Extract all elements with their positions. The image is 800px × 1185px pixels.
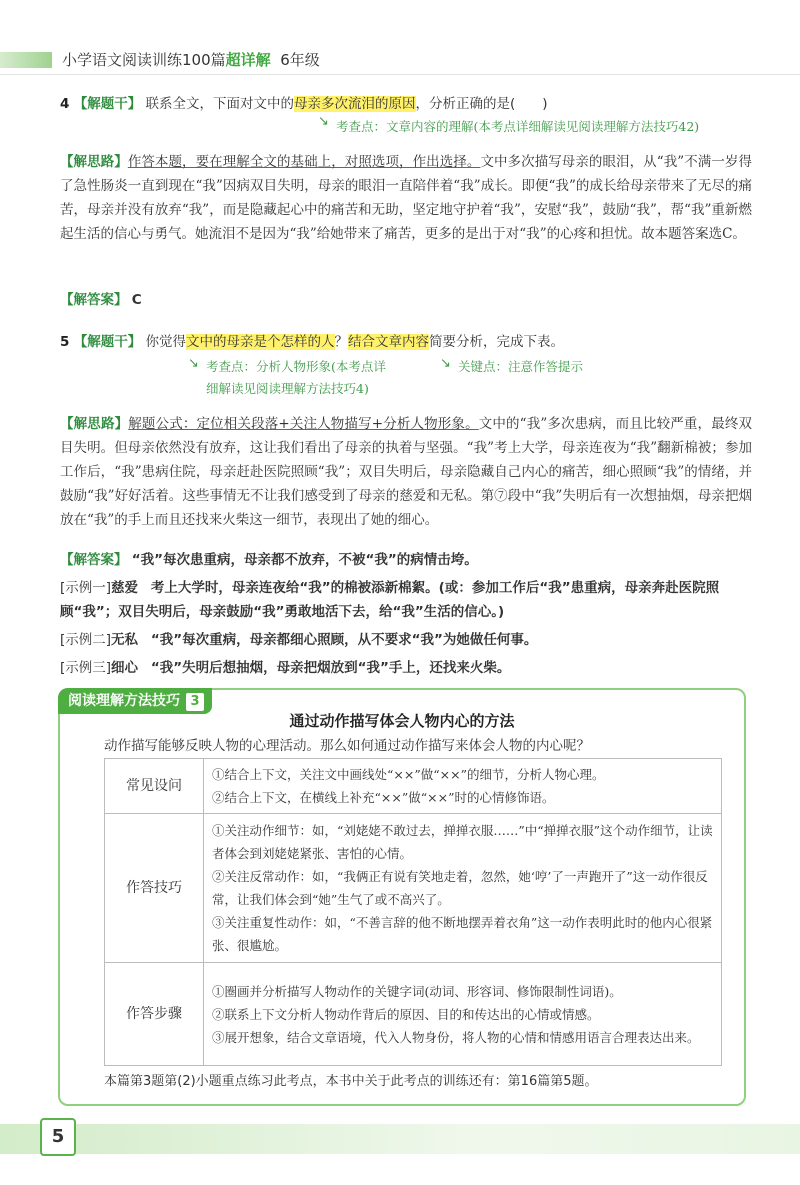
method-footer: 本篇第3题第(2)小题重点练习此考点，本书中关于此考点的训练还有：第16篇第5题。 xyxy=(104,1074,598,1089)
table-row: 作答步骤 ①圈画并分析描写人物动作的关键字词(动词、形容词、修饰限制性词语)。 ②联系上下文分析人物动作背后的原因、目的和传达出的心情或情感。 ③展开想象，结合文章语境，代入人物身份，将人物的心情和情感用语言合理表达出来。 xyxy=(105,963,722,1066)
header-decor-bar xyxy=(0,52,52,68)
grade-label: 6年级 xyxy=(280,51,320,69)
method-intro: 动作描写能够反映人物的心理活动。那么如何通过动作描写来体会人物的内心呢？ xyxy=(104,738,590,754)
stem-highlight: 文中的母亲是个怎样的人 xyxy=(186,334,335,350)
method-table xyxy=(104,758,722,1066)
stem-tag: 【解题干】 xyxy=(73,96,142,112)
example-1: [示例一]慈爱 考上大学时，母亲连夜给“我”的棉被添新棉絮。(或：参加工作后“我”患重病，母亲奔赴医院照顾“我”；双目失明后，母亲鼓励“我”勇敢地活下去，给“我”生活的信心。) xyxy=(60,580,720,620)
note-arrow-icon: ↘ xyxy=(188,356,199,371)
q4-note: 考查点：文章内容的理解(本考点详细解读见阅读理解方法技巧42) xyxy=(336,119,700,134)
page-number: 5 xyxy=(40,1118,76,1156)
header-divider xyxy=(0,74,800,75)
page-footer-band xyxy=(0,1124,800,1154)
q5-note-2: 关键点：注意作答提示 xyxy=(458,359,584,374)
method-box xyxy=(58,688,746,1106)
q5-stem: 5 【解题干】 你觉得文中的母亲是个怎样的人？结合文章内容简要分析，完成下表。 xyxy=(60,334,564,350)
table-row: 常见设问 ①结合上下文，关注文中画线处“××”做“××”的细节，分析人物心理。 ②结合上下文，在横线上补充“××”做“××”时的心情修饰语。 xyxy=(105,759,722,814)
example-3: [示例三]细心 “我”失明后想抽烟，母亲把烟放到“我”手上，还找来火柴。 xyxy=(60,660,511,676)
q5-note-1: 考查点：分析人物形象(本考点详 细解读见阅读理解方法技巧4) xyxy=(206,359,386,396)
method-title: 通过动作描写体会人物内心的方法 xyxy=(289,712,515,730)
table-row: 作答技巧 ①关注动作细节：如，“刘姥姥不敢过去，掸掸衣服……”中“掸掸衣服”这个动作细节，让读者体会到刘姥姥紧张、害怕的心情。 ②关注反常动作：如，“我俩正有说有笑地走着，忽然，她‘哼’了一声跑开了”这一动作很反常，让我们体会到“她”生气了或不高兴了。 ③关注重复性动作：如，“不善言辞的他不断地摆弄着衣角”这一动作表明此时的他内心很紧张、很尴尬。 xyxy=(105,814,722,963)
q5-answer: 【解答案】 “我”每次患重病，母亲都不放弃，不被“我”的病情击垮。 [示例一]慈爱 考上大学时，母亲连夜给“我”的棉被添新棉絮。(或：参加工作后“我”患重病，母亲奔赴医院照顾“我”；双目失明后，母亲鼓励“我”勇敢地活下去，给“我”生活的信心。) [示例二]无私 “我”每次重病，母亲都细心照顾，从不要求“我”为她做任何事。 [示例三]细心 “我”失明后想抽烟，母亲把烟放到“我”手上，还找来火柴。 xyxy=(60,548,752,680)
q4-stem: 4 【解题干】 联系全文，下面对文中的母亲多次流泪的原因，分析正确的是( ) xyxy=(60,96,548,112)
note-arrow-icon: ↘ xyxy=(318,114,329,129)
q4-idea: 【解思路】作答本题，要在理解全文的基础上，对照选项，作出选择。文中多次描写母亲的眼泪，从“我”不满一岁得了急性肠炎一直到现在“我”因病双目失明，母亲的眼泪一直陪伴着“我”成长。即便“我”的成长给母亲带来了无尽的痛苦，母亲并没有放弃“我”，而是隐藏起心中的痛苦和无助，坚定地守护着“我”，安慰“我”，鼓励“我”，帮“我”重新燃起生活的信心与勇气。她流泪不是因为“我”给她带来了痛苦，更多的是出于对“我”的心疼和担忧。故本题答案选C。 xyxy=(60,154,752,242)
q5-idea: 【解思路】解题公式：定位相关段落+关注人物描写+分析人物形象。文中的“我”多次患病，而且比较严重，最终双目失明。但母亲依然没有放弃，这让我们看出了母亲的执着与坚强。“我”考上大学，母亲连夜为“我”翻新棉被；参加工作后，“我”患病住院，母亲赶赴医院照顾“我”；双目失明后，母亲隐藏自己内心的痛苦，细心照顾“我”的情绪，并鼓励“我”好好活着。这些事情无不让我们感受到了母亲的慈爱和无私。第⑦段中“我”失明后有一次想抽烟，母亲把烟放在“我”的手上而且还找来火柴这一细节，表现出了她的细心。 xyxy=(60,416,753,528)
note-arrow-icon: ↘ xyxy=(440,356,451,371)
stem-highlight: 结合文章内容 xyxy=(348,334,429,350)
example-2: [示例二]无私 “我”每次重病，母亲都细心照顾，从不要求“我”为她做任何事。 xyxy=(60,632,538,648)
stem-highlight: 母亲多次流泪的原因 xyxy=(294,96,416,112)
book-title-highlight: 超详解 xyxy=(225,51,271,69)
method-number: 3 xyxy=(186,693,204,711)
page-header xyxy=(0,48,800,74)
method-tag: 阅读理解方法技巧 3 xyxy=(58,688,212,714)
q4-answer: 【解答案】 C xyxy=(60,292,142,308)
book-title: 小学语文阅读训练100篇超详解 6年级 xyxy=(62,51,320,69)
